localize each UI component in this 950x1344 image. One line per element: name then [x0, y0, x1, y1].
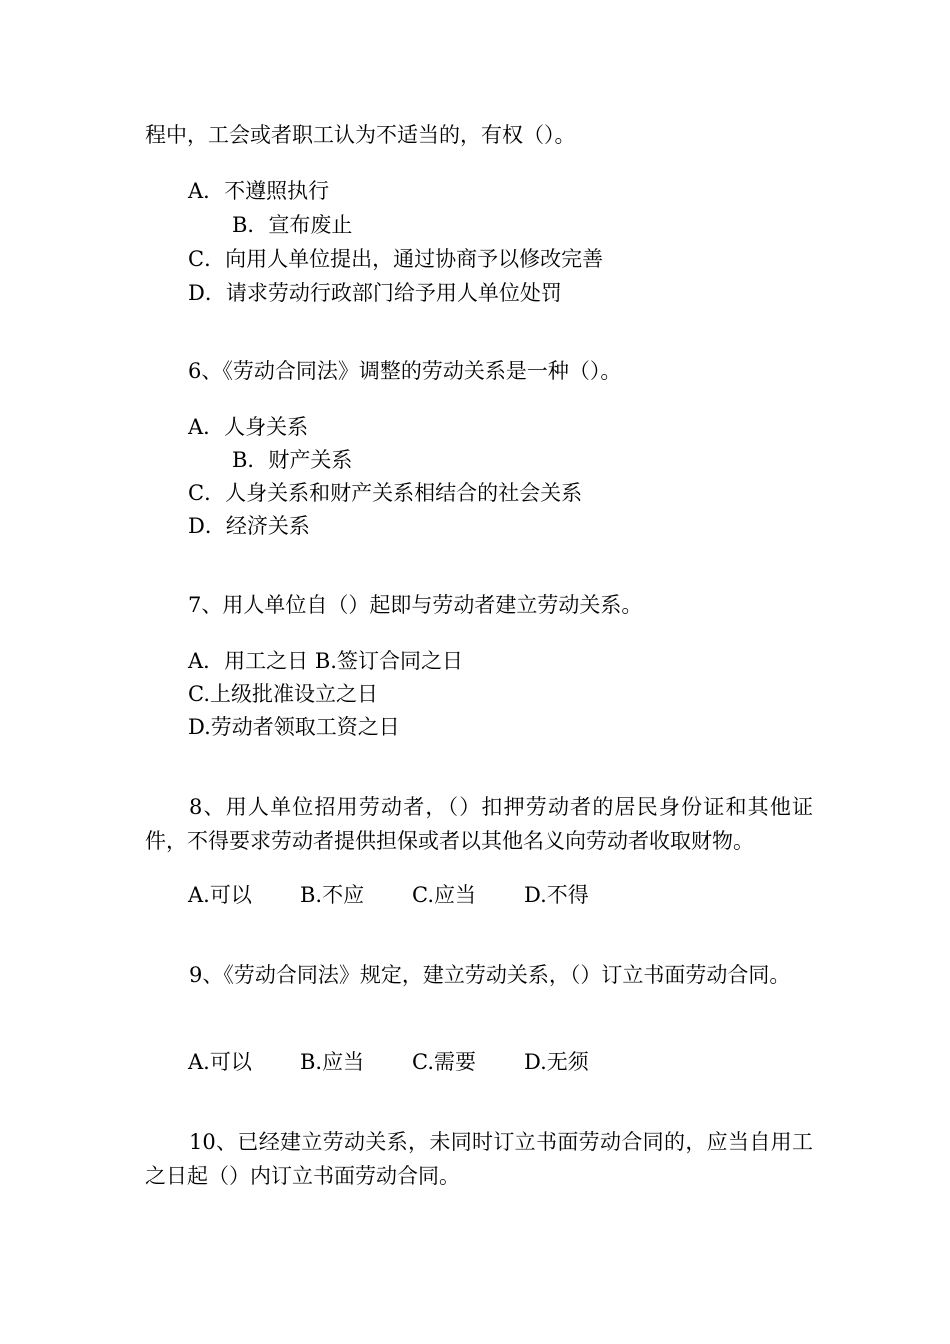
- q8-option-c: C.应当: [412, 883, 476, 907]
- q8-stem: 8、用人单位招用劳动者，（）扣押劳动者的居民身份证和其他证件，不得要求劳动者提供担保或者以其他名义向劳动者收取财物。: [145, 795, 813, 853]
- q6-option-d: D．经济关系: [188, 514, 310, 538]
- q6-option-a: A．人身关系: [188, 415, 309, 439]
- q9-option-d: D.无须: [524, 1050, 589, 1074]
- q5-option-b: B．宣布废止: [232, 213, 353, 237]
- q10-stem: 10、已经建立劳动关系，未同时订立书面劳动合同的，应当自用工之日起（）内订立书面劳动合同。: [145, 1130, 813, 1188]
- q5-option-a: A．不遵照执行: [188, 179, 330, 203]
- q9-option-b: B.应当: [300, 1050, 365, 1074]
- q5-option-d: D．请求劳动行政部门给予用人单位处罚: [188, 281, 562, 305]
- q6-option-c: C．人身关系和财产关系相结合的社会关系: [188, 481, 583, 505]
- q7-option-d: D.劳动者领取工资之日: [188, 715, 400, 739]
- q6-stem: 6、《劳动合同法》调整的劳动关系是一种（）。: [188, 359, 622, 383]
- q5-option-c: C．向用人单位提出，通过协商予以修改完善: [188, 247, 604, 271]
- q10-stem-block: [145, 1125, 813, 1193]
- q7-option-ab: A．用工之日 B.签订合同之日: [188, 649, 463, 673]
- q9-stem: 9、《劳动合同法》规定，建立劳动关系，（）订立书面劳动合同。: [189, 963, 791, 987]
- q8-option-b: B.不应: [300, 883, 365, 907]
- q8-option-a: A.可以: [188, 883, 252, 907]
- q9-option-c: C.需要: [412, 1050, 476, 1074]
- q7-option-c: C.上级批准设立之日: [188, 682, 378, 706]
- q8-options: [188, 880, 589, 910]
- q8-stem-block: [145, 790, 813, 858]
- q9-options: [188, 1047, 589, 1077]
- q6-option-b: B．财产关系: [232, 448, 353, 472]
- q5-stem-tail: 程中，工会或者职工认为不适当的，有权（）。: [145, 123, 576, 147]
- q8-option-d: D.不得: [524, 883, 589, 907]
- q9-stem-block: [145, 958, 813, 992]
- q9-option-a: A.可以: [188, 1050, 252, 1074]
- q7-stem: 7、用人单位自（）起即与劳动者建立劳动关系。: [188, 593, 643, 617]
